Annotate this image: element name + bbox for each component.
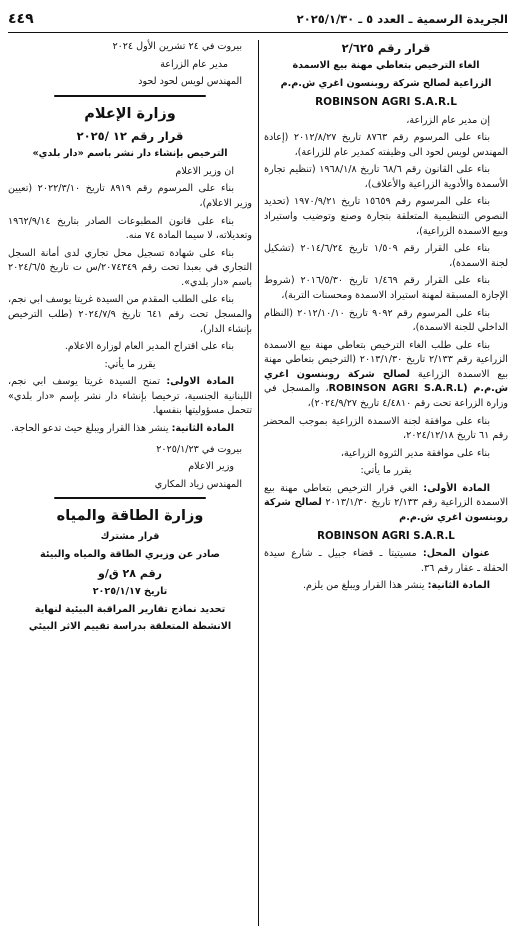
joint-decision-subject-2: الانشطة المتعلقة بدراسة تقييم الاثر البيئي: [28, 621, 232, 633]
recital-6: بناء على المرسوم رقم ٩٠٩٢ تاريخ ٢٠١٢/١٠/١٠ (النظام الداخلي للجنة الاسمدة)،: [264, 307, 508, 334]
left-column: [8, 40, 252, 638]
article-1: [264, 482, 508, 526]
decision-2-subject: الترخيص بإنشاء دار نشر باسم «دار بلدي»: [32, 148, 228, 160]
article-2-2: [8, 422, 252, 437]
recital-7: [264, 339, 508, 412]
right-column: [264, 40, 508, 597]
signature-1-role: مدير عام الزراعة: [160, 58, 228, 70]
decision-subject-en: ROBINSON AGRI S.A.R.L: [315, 95, 457, 108]
decision-title: قرار رقم ٢/٦٢٥: [341, 41, 431, 55]
recital-7-text: بناء على طلب الغاء الترخيص بتعاطي مهنة بيع الاسمدة الزراعية رقم ٢/١٣٣ تاريخ ٢٠١٣/١/٣٠ (الترخيص بتعاطي مهنة بيع الاسمدة الزراعية: [264, 339, 508, 380]
article-2-2-text: ينشر هذا القرار ويبلغ حيث تدعو الحاجة.: [11, 423, 169, 435]
joint-decision-label: قرار مشترك: [100, 531, 160, 543]
article-2-2-label: المادة الثانية:: [171, 423, 234, 435]
decides-line: يقرر ما يأتي:: [360, 465, 412, 477]
article-1-company-en: ROBINSON AGRI S.A.R.L: [317, 530, 455, 542]
article-2-text: ينشر هذا القرار ويبلغ من يلزم.: [302, 580, 425, 592]
recital-2-1: بناء على المرسوم رقم ٨٩١٩ تاريخ ٢٠٢٢/٣/١٠ (تعيين وزير الاعلام)،: [8, 183, 252, 209]
address-text: مسيتيتا ـ قضاء جبيل ـ شارع سيدة الحقلة ـ عقار رقم ٣٦.: [264, 548, 508, 574]
recital-7-company: لصالح شركة روبنسون اغري ش.م.م (ROBINSON AGRI S.A.R.L: [264, 368, 508, 395]
section-separator: [54, 497, 206, 499]
article-1-text: الغي قرار الترخيص بتعاطي مهنة بيع الاسمدة الزراعية رقم ٢/١٣٣ تاريخ ٢٠١٣/١/٣٠: [264, 482, 508, 509]
page-header: [8, 6, 508, 33]
gazette-title: الجريدة الرسمية ـ العدد ٥ ـ ٢٠٢٥/١/٣٠: [296, 12, 508, 26]
ministry-energy-heading: وزارة الطاقة والمياه: [56, 508, 204, 525]
ministry-information-heading: وزارة الإعلام: [84, 105, 176, 122]
signature-2-place: بيروت في ٢٠٢٥/١/٢٣: [156, 443, 242, 455]
decides-line-2: يقرر ما يأتي:: [104, 358, 156, 370]
preamble-line: إن مدير عام الزراعة،: [406, 114, 490, 126]
signature-1-place: بيروت في ٢٤ تشرين الأول ٢٠٢٤: [112, 41, 242, 52]
recital-2-4: بناء على الطلب المقدم من السيدة غريتا يوسف ابي نجم، والمسجل تحت رقم ٦٤١ تاريخ ٢٠٢٤/٧/٩ (طلب الترخيص بإنشاء الدار)،: [8, 294, 252, 335]
joint-decision-number: رقم ٢٨ ق/و: [98, 566, 162, 580]
joint-decision-subject-1: تحديد نماذج تقارير المراقبة البيئية لنهاية: [34, 603, 226, 615]
article-1-label: المادة الأولى:: [423, 482, 490, 494]
recital-8: بناء على موافقة لجنة الاسمدة الزراعية بموجب المحضر رقم ٦١ تاريخ ٢٠٢٤/١٢/١٨،: [264, 415, 508, 442]
recital-2-5: بناء على اقتراح المدير العام لوزارة الاعلام.: [64, 341, 234, 353]
recital-1: بناء على المرسوم رقم ٨٧٦٣ تاريخ ٢٠١٢/٨/٢٧ (إعادة المهندس لويس لحود الى وظيفته كمدير عام للزراعة)،: [264, 132, 508, 158]
decision-subject-line-1: الغاء الترخيص بتعاطي مهنة بيع الاسمدة: [292, 60, 480, 72]
article-2-1-text: تمنح السيدة غريتا يوسف ابي نجم، اللبنانية الجنسية، ترخيصا بإنشاء دار نشر بإسم «دار بلدي» تتحمل مسؤوليتها بنفسها.: [8, 376, 252, 417]
address-label: عنوان المحل:: [422, 548, 490, 560]
article-2-1: [8, 375, 252, 419]
joint-decision-issuer: صادر عن وزيري الطاقة والمياه والبيئة: [40, 548, 220, 560]
signature-2-name: المهندس زياد المكاري: [154, 478, 242, 490]
decision-2-title: قرار رقم ١٢ /٢٠٢٥: [76, 128, 184, 143]
recital-3: بناء على المرسوم رقم ١٥٦٥٩ تاريخ ١٩٧٠/٩/٢١ (تحديد النصوص التنظيمية المتعلقة بتجارة وصنع وتوضيب واستيراد وبيع الاسمدة الزراعية)،: [264, 196, 508, 237]
recital-5: بناء على القرار رقم ١/٤٦٩ تاريخ ٢٠١٦/٥/٣٠ (شروط الإجازة المسبقة لمهنة استيراد الاسمدة ومحسنات التربة)،: [264, 275, 508, 301]
article-2: [264, 579, 508, 594]
section-separator: [54, 95, 206, 97]
joint-decision-date: تاريخ ٢٠٢٥/١/١٧: [92, 586, 168, 598]
recital-2-3: بناء على شهادة تسجيل محل تجاري لدى أمانة السجل التجاري في بعبدا تحت رقم ٢٠٧٤٣٤٩/س ت تاريخ ٢٠٢٤/٦/٥ باسم «دار بلدي».: [8, 247, 252, 288]
decision-subject-line-2: الزراعية لصالح شركة روبنسون اغري ش.م.م: [280, 78, 492, 90]
signature-1-name: المهندس لويس لحود لحود: [138, 76, 242, 88]
column-divider: [258, 40, 259, 926]
shop-address: [264, 547, 508, 576]
recital-2: بناء على القانون رقم ٦٨/٦ تاريخ ١٩٦٨/١/٨ (تنظيم تجارة الأسمدة والأدوية الزراعية والأعلاف)،: [264, 164, 508, 190]
signature-2-role: وزير الاعلام: [188, 461, 234, 473]
recital-7-tail: ، والمسجل في وزارة الزراعة تحت رقم ٤/٤٨١٠ تاريخ ٢٠٢٤/٩/٢٧)،: [264, 383, 508, 409]
page-number: ٤٤٩: [8, 11, 34, 27]
recital-4: بناء على القرار رقم ١/٥٠٩ تاريخ ٢٠١٤/٦/٢٤ (تشكيل لجنة الاسمدة)،: [264, 243, 508, 269]
article-1-company: لصالح شركة روبنسون اغري ش.م.م: [264, 497, 508, 524]
minister-line: ان وزير الاعلام: [175, 165, 234, 177]
recital-2-2: بناء على قانون المطبوعات الصادر بتاريخ ١٩٦٢/٩/١٤ وتعديلاته، لا سيما المادة ٧٤ منه.: [8, 215, 252, 242]
article-2-1-label: المادة الاولى:: [166, 376, 234, 388]
article-2-label: المادة الثانية:: [427, 580, 490, 592]
recital-9: بناء على موافقة مدير الثروة الزراعية،: [340, 447, 490, 459]
